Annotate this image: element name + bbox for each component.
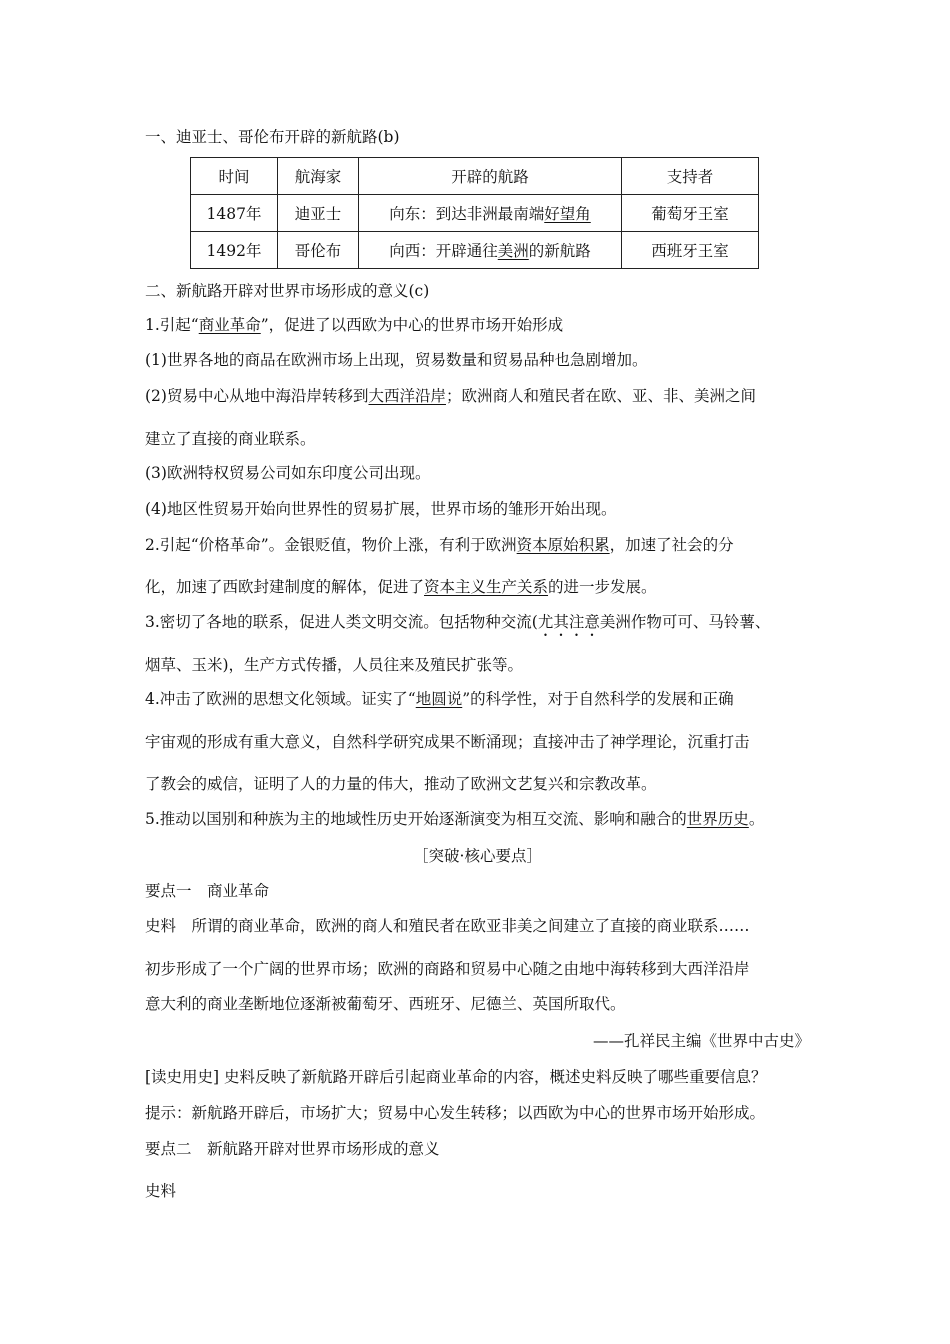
breakthrough-title: ［突破·核心要点］ bbox=[413, 847, 542, 865]
table-header-route: 开辟的航路 bbox=[359, 158, 622, 195]
text-span: 3.密切了各地的联系，促进人类文明交流。包括物种交流( bbox=[145, 613, 538, 631]
text-span: 4.冲击了欧洲的思想文化领域。证实了“ bbox=[145, 690, 416, 708]
table-cell-time: 1492年 bbox=[191, 232, 278, 269]
table-row bbox=[191, 232, 759, 269]
paragraph-4-cont1: 宇宙观的形成有重大意义，自然科学研究成果不断涌现；直接冲击了神学理论，沉重打击 bbox=[145, 733, 750, 751]
table-cell-sponsor: 西班牙王室 bbox=[622, 232, 759, 269]
section2-heading: 二、新航路开辟对世界市场形成的意义(c) bbox=[145, 282, 430, 300]
table-cell-sponsor: 葡萄牙王室 bbox=[622, 195, 759, 232]
paragraph-1-4: (4)地区性贸易开始向世界性的贸易扩展，世界市场的雏形开始出现。 bbox=[145, 500, 617, 518]
paragraph-4-cont2: 了教会的威信，证明了人的力量的伟大，推动了欧洲文艺复兴和宗教改革。 bbox=[145, 775, 657, 793]
citation: ——孔祥民主编《世界中古史》 bbox=[592, 1032, 810, 1050]
table-cell-time: 1487年 bbox=[191, 195, 278, 232]
table-cell-route bbox=[359, 195, 622, 232]
text-span: ，加速了社会的分 bbox=[609, 536, 734, 554]
text-span: 5.推动以国别和种族为主的地域性历史开始逐渐演变为相互交流、影响和融合的 bbox=[145, 810, 687, 828]
table-header-time: 时间 bbox=[191, 158, 278, 195]
route-key-term: 好望角 bbox=[544, 205, 591, 223]
text-span: ”，促进了以西欧为中心的世界市场开始形成 bbox=[260, 316, 564, 334]
paragraph-3 bbox=[145, 611, 810, 640]
text-span: ”的科学性，对于自然科学的发展和正确 bbox=[462, 690, 734, 708]
paragraph-1-2 bbox=[145, 385, 810, 407]
paragraph-2-cont bbox=[145, 576, 810, 598]
key-term: 资本主义生产关系 bbox=[424, 578, 549, 596]
route-text: 向东：到达非洲最南端 bbox=[389, 205, 545, 223]
point-1-heading: 要点一 商业革命 bbox=[145, 882, 270, 900]
paragraph-2 bbox=[145, 534, 810, 556]
source-1-line2: 初步形成了一个广阔的世界市场；欧洲的商路和贸易中心随之由地中海转移到大西洋沿岸 bbox=[145, 960, 750, 978]
paragraph-1-1: (1)世界各地的商品在欧洲市场上出现，贸易数量和贸易品种也急剧增加。 bbox=[145, 351, 648, 369]
table-cell-navigator: 哥伦布 bbox=[278, 232, 359, 269]
section1-heading: 一、迪亚士、哥伦布开辟的新航路(b) bbox=[145, 128, 400, 146]
key-term: 资本原始积累 bbox=[516, 536, 610, 554]
route-text: 向西：开辟通往 bbox=[389, 242, 498, 260]
table-cell-route bbox=[359, 232, 622, 269]
paragraph-4 bbox=[145, 688, 810, 710]
question: [读史用史] 史料反映了新航路开辟后引起商业革命的内容，概述史料反映了哪些重要信息？ bbox=[145, 1068, 767, 1086]
hint: 提示：新航路开辟后，市场扩大；贸易中心发生转移；以西欧为中心的世界市场开始形成。 bbox=[145, 1104, 766, 1122]
key-term: 地圆说 bbox=[415, 690, 463, 708]
key-term: 商业革命 bbox=[198, 316, 261, 334]
key-term: 世界历史 bbox=[686, 810, 749, 828]
table-header-navigator: 航海家 bbox=[278, 158, 359, 195]
text-span: 化，加速了西欧封建制度的解体，促进了 bbox=[145, 578, 425, 596]
table-header-row bbox=[191, 158, 759, 195]
route-key-term: 美洲 bbox=[497, 242, 529, 260]
paragraph-3-cont: 烟草、玉米)，生产方式传播，人员往来及殖民扩张等。 bbox=[145, 656, 524, 674]
table-cell-navigator: 迪亚士 bbox=[278, 195, 359, 232]
source-1: 史料 所谓的商业革命，欧洲的商人和殖民者在欧亚非美之间建立了直接的商业联系…… bbox=[145, 917, 750, 935]
text-span: 2.引起“价格革命”。金银贬值，物价上涨，有利于欧洲 bbox=[145, 536, 517, 554]
text-span: 。 bbox=[748, 810, 765, 828]
point-2-heading: 要点二 新航路开辟对世界市场形成的意义 bbox=[145, 1140, 440, 1158]
text-span: 美洲作物可可、马铃薯、 bbox=[599, 613, 771, 631]
text-span: ；欧洲商人和殖民者在欧、亚、非、美洲之间 bbox=[445, 387, 756, 405]
text-span: 1.引起“ bbox=[145, 316, 199, 334]
key-term: 大西洋沿岸 bbox=[368, 387, 446, 405]
source-2-label: 史料 bbox=[145, 1182, 177, 1200]
paragraph-1-3: (3)欧洲特权贸易公司如东印度公司出现。 bbox=[145, 464, 431, 482]
source-1-line3: 意大利的商业垄断地位逐渐被葡萄牙、西班牙、尼德兰、英国所取代。 bbox=[145, 995, 626, 1013]
voyages-table bbox=[190, 157, 759, 269]
paragraph-1-2-cont: 建立了直接的商业联系。 bbox=[145, 430, 316, 448]
text-span: 的进一步发展。 bbox=[548, 578, 657, 596]
paragraph-1 bbox=[145, 314, 810, 336]
table-header-sponsor: 支持者 bbox=[622, 158, 759, 195]
text-span: (2)贸易中心从地中海沿岸转移到 bbox=[145, 387, 369, 405]
paragraph-5 bbox=[145, 808, 810, 830]
emphasis-term: 尤其注意 bbox=[537, 613, 600, 631]
route-text-after: 的新航路 bbox=[528, 242, 591, 260]
table-row bbox=[191, 195, 759, 232]
